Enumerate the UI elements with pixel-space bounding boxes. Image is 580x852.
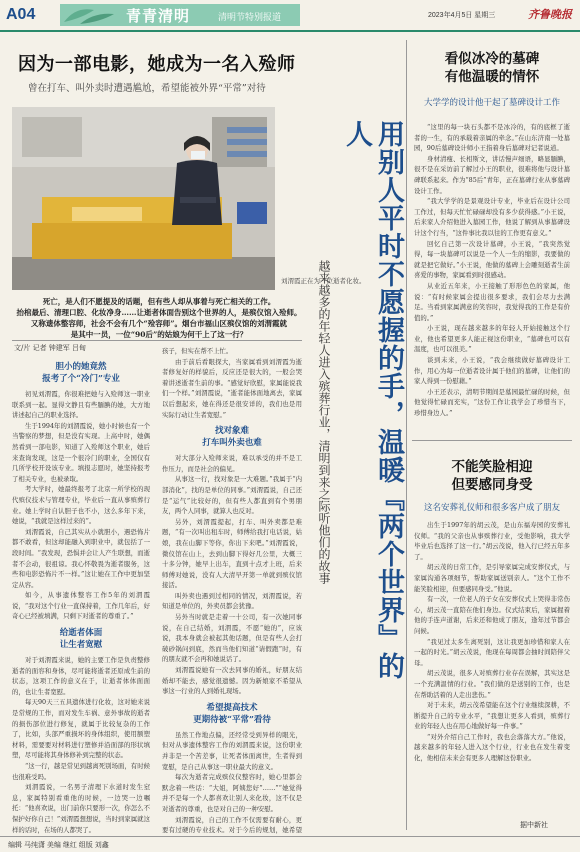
paragraph: 生于1994年的刘渭霞说，她小时候也有一个当警察的梦想，但是没有实现。上高中时，她偶然看到一部电影，知道了入殓师这个职业，她后来查询发现，这是一个很冷门的职业，全国仅有几所学校开设该专业。填报志愿时，她坚持报考了相关专业，也被录取。: [12, 421, 150, 483]
title-line: 不能笑脸相迎: [451, 459, 533, 475]
paragraph: 回忆自己第一次设计墓碑，小王说，“我突然觉得，每一块墓碑可以说是一个人一生的缩影，我要做的就是把它做好。”小王说，他做的墓碑上会雕刻逝者生前喜爱的事物，家属看到时很感动。: [414, 239, 570, 280]
paragraph: 刘渭霞说，自己其实从小就胆小，遇恐怖片都不敢看，但这却能融入到职业中，就包括了一段时间。“我发现，恐惧并会让人产生联想，而逝者不会动，很祖谅。我心怀敬畏为逝者服务，这些和电影恐怖片不一样。”这让她在工作中更加坚定从容。: [12, 527, 150, 589]
paragraph: 考大学时，她最终报考了北京一所学校的现代殡仪技术与管理专业，毕业后一直从事殡葬行业。她上学时自认胆子也不小，这么多年下来，她说，“我就是这样过来的”。: [12, 485, 150, 526]
section-banner: [60, 4, 300, 26]
paragraph: 从事这一行，找对象是一大难题。”我属于“内部消化”，找的是单位的同事。”刘渭霞说，自己还是“运气”比较好的，但有些人都直到有个男朋友，两个人同事，就算人也反对。: [162, 475, 302, 516]
paragraph: 对大部分入殓师来说，难以承受的并不是工作压力，而是社会的偏见。: [162, 454, 302, 473]
paragraph: 刘渭霞说，一名男子清理下水道时发生窒息，家属特别看重他的时候，一边哭一边嘱托：“他喜欢说，出门前你只要形一次，你怎么不保护好你自己！”刘渭霞想想说，当时到家属就这样的话时，在场的人都哭了。: [12, 783, 150, 834]
section-subhead: [162, 425, 302, 449]
paragraph: 初见刘渭霞，你很难把她与入殓师这一职业联系到一起。显得文静且有些腼腆的她，大方地讲述起自己的职业选择。: [12, 390, 150, 420]
paragraph: 身材清瘦、长相斯文，讲话慢声细语，略显腼腆，很不是在采访前了解过小王的职业，很难将他与设计墓碑联系起来。作为“85后”青年，正在墓碑行业从事墓碑设计工作。: [414, 154, 570, 195]
issue-date: 2023年4月5日 星期三: [428, 12, 496, 19]
paragraph: 胡云茂的日常工作，是引导家属完成安葬仪式，与家属沟通各项细节，帮助家属送别亲人。“这个工作不能笑脸相迎，但要感同身受。”他说。: [414, 563, 570, 593]
right-story-1-subtitle: 大学学的设计他干起了墓碑设计工作: [423, 98, 560, 108]
editor-credits: 编辑 马纯潇 美编 继红 组版 刘鑫: [8, 842, 109, 849]
paragraph: 胡云茂说，很多人对殡葬行业存在误解，其实这是一个充满温情的行业。“我们做的是送别的工作，也是在帮助活着的人走出悲伤。”: [414, 669, 570, 699]
paragraph: 孩子，但实在帮不上忙。: [162, 347, 233, 355]
photo-side-caption: 刘渭霞正在为一位逝者化妆。: [281, 277, 366, 285]
page-header: [0, 0, 580, 32]
title-line: 看似冰冷的墓碑: [444, 51, 540, 67]
section-subhead: [12, 361, 150, 385]
main-headline: 因为一部电影，她成为一名入殓师: [18, 54, 296, 75]
paragraph: 对于未来，胡云茂希望能在这个行业继续深耕，不断提升自己的专业水平，“我想让更多人看到，殡葬行业的年轻人也在用心地做好每一件事。”: [414, 701, 570, 731]
paragraph: 刘渭霞说她有一次去同事的婚礼，好朋友结婚却不能去，感觉很遗憾。因为新娘家不希望从事这一行业的人到婚礼现场。: [162, 666, 302, 696]
main-photo: [12, 107, 275, 290]
newspaper-logo: 齐鲁晚报: [528, 8, 572, 21]
right-story-1-title: [412, 50, 572, 86]
paragraph: 小王还表示，清明节期间是墓园最忙碌的时候，但他觉得忙碌而充实，“这份工作让我学会了珍惜当下，珍惜身边人。”: [414, 387, 570, 418]
right-story-1-body: [414, 122, 570, 434]
paragraph: 另外，刘渭霞提起，打车、叫外卖都是难题，“有一次叫出租车时，师傅给我打电话说，姑娘，我在山脚下等你，你出下来吧。”刘渭霞说，微仪馆在山上，去到山脚下得好几公里，大概三十多分钟，她早上出车，直到十点才上班，后来师傅对她说，没有人大清早开第一单就到殡仪馆接活。: [162, 517, 302, 590]
page-footer: [0, 836, 580, 852]
column-divider: [406, 40, 407, 830]
paragraph: 对于刘渭霞来说，她的主要工作是负责整修逝者的面容和身体，尽可能将逝者还原成生前的状态，这项工作的意义在于，让逝者体体面面的，也让生者宽慰。: [12, 656, 150, 696]
paragraph: “这一行，越是常见到越离死别场面，有时候也很难受吗。: [12, 762, 150, 781]
subhead-line: 让生者宽慰: [59, 640, 103, 651]
photo-caption: [14, 296, 304, 340]
paragraph: “我大学学的是景观设计专业，毕业后在设计公司工作过，但每天忙忙碌碌却没有多少获得感。”小王说，后来家人介绍他进入墓园工作，他说了解到从事墓碑设计这个行当，“这件事比我以往的工作更有意义。”: [414, 197, 570, 237]
subhead-line: 报考了个“冷门”专业: [42, 374, 120, 384]
leaf-decoration-icon: [60, 4, 120, 26]
paragraph: “这里的每一块石头都不是冰冷的，有的底框了逝者的一生，有的承载着亲属的牵念。”在山东济南一处墓园，90后墓碑设计师小王指着身后墓碑对记者说道。: [414, 123, 570, 153]
paragraph: 谈到未来，小王说，“我会继续做好墓碑设计工作，用心为每一位逝者设计属于他们的墓碑，让他们的家人得到一份慰藉。”: [414, 356, 570, 386]
article-column-1: [12, 356, 150, 834]
title-line: 但要感同身受: [451, 477, 533, 493]
main-subheadline: 曾在打车、叫外卖时遭遇尴尬，希望能被外界“平常”对待: [28, 83, 266, 94]
paragraph: 从业近五年来，小王接触了形形色色的家属，他说：“有时候家属会提出很多要求，我们会尽力去满足。当看到家属满意的笑容时，我觉得我的工作是有价值的。”: [414, 281, 570, 322]
subhead-line: 找对象难: [214, 426, 249, 437]
subhead-line: 更期待被“平常”看待: [193, 714, 271, 725]
section-subtitle: 清明节特别报道: [218, 13, 282, 23]
feature-vertical-title: 用别人平时不愿握的手，温暖『两个世界』的人: [341, 120, 404, 680]
paragraph: 虽然工作地点偏，还经常受到异样的眼光，但对从事遗体整容工作的刘渭霞来说，这份职业并非是一个苦差事，让死者体面离世，生者得到宽慰，是自己从事这一职业最大的意义。: [162, 730, 302, 771]
byline: 文/片 记者 钟建军 吕甸: [14, 344, 87, 352]
right-story-2-body: [414, 520, 570, 816]
title-line: 有他温暖的情怀: [444, 69, 540, 85]
right-story-2-byline: 据中新社: [520, 821, 548, 829]
section-title: 青青清明: [126, 7, 191, 25]
caption-line: 又称遗体整容师，社会不会有几个“殓容师”。烟台市福山区殡仪馆的刘渭霞就: [30, 319, 288, 328]
caption-line: 是其中一员，一位“90后”的姑娘为何干上了这一行？: [70, 330, 248, 339]
section-subhead: [162, 702, 302, 726]
paragraph: 出生于1997年的胡云茂，是山东福寿园的安葬礼仪师。“我的父亲也从事殡葬行业，受他影响，我大学毕业后也选择了这一行。”胡云茂说，他入行已经五年多了。: [414, 521, 570, 561]
paragraph: 如今，从事遗体整容工作5年的刘渭霞说，“我对这个行业一直保持着，工作几年后，好奇心已经被填满，只剩下对逝者的尊重了。”: [12, 591, 150, 621]
caption-line: 抬棺最后、清理口腔、化妆净身……让逝者体面告别这个世界的人，是殡仪馆入殓师。: [16, 308, 302, 317]
paragraph: 由于前后看眼探大，当家属看到刘渭霞为逝者修复好的样貌后，反应还是很大的，一般会哭着讲述逝者生前的事。“感觉好欣慰，家属能说我们一个样。”刘渭霞说，“逝者能体面地离去，家属以后想起来，她在得还是很安详的，我们也是用实际行动让生者宽慰。”: [162, 357, 302, 419]
divider: [12, 340, 302, 341]
paragraph: 另外当时就是走着一十公司，有一次她同事说，在自己结婚，刘渭霞，不愿“她的”，应该说，我本身就会被起其他话题，但是有些人会打破砂锅问到底，然而当他们知道“请假跑”时，有的朋友就不会再和她说话了。: [162, 613, 302, 664]
subhead-line: 打车叫外卖也难: [202, 438, 262, 449]
paragraph: 叫外卖也遇到过相同的情况，刘渭霞说，若知道是单位的，外卖员都会犹豫。: [162, 591, 302, 611]
embalmer-photo-illustration: [12, 107, 275, 290]
paragraph: 刘渭霞说，自己的工作不仅需要有耐心，更要有过硬的专业技术。对于今后的规划，她希望: [162, 815, 302, 834]
right-story-2-subtitle: 这名安葬礼仪师和很多客户成了朋友: [423, 503, 560, 513]
paragraph: 每次为逝者完成殡仪仪整容时，她心里都会默念着一些话：“大姐，阿姨您好”……”“她觉得并不是每一个人都喜欢让别人来化妆，这不仅是对逝者的尊重，也是对自己的一种安慰。: [162, 773, 302, 813]
paragraph: “对外介绍自己工作时，我也会落落大方。”他说，越来越多的年轻人进入这个行业，行业也在发生着变化，他相信未来会有更多人理解这份职业。: [414, 732, 570, 763]
subhead-line: 希望提高技术: [206, 702, 258, 713]
subhead-line: 胆小的她竟然: [55, 362, 107, 372]
paragraph: 有一次，一位老人的子女在安葬仪式上哭得非常伤心，胡云茂一直陪在他们身边。仪式结束后，家属握着他的手连声道谢，后来还和他成了朋友，逢年过节都会问候。: [414, 595, 570, 635]
paragraph: 小王说，现在越来越多的年轻人开始接触这个行业，他也希望更多人能正视这份职业，“墓碑也可以有温度，也可以很美。”: [414, 324, 570, 354]
caption-line: 死亡，是人们不愿提及的话题，但有些人却从事着与死亡相关的工作。: [42, 297, 276, 306]
divider: [412, 440, 572, 441]
page-number: A04: [6, 6, 36, 23]
paragraph: “我见过太多生离死别，这让我更加珍惜和家人在一起的时光。”胡云茂说，他现在每周都会抽时间陪伴父母。: [414, 637, 570, 667]
article-column-2: [162, 346, 302, 834]
feature-vertical-subtitle: 越来越多的年轻人进入殡葬行业，清明到来之际听他们的故事: [317, 260, 331, 584]
right-story-2-title: [412, 458, 572, 494]
section-subhead: [12, 627, 150, 651]
paragraph: 每天90天三五具遗体进行化妆，这对她来说是常规的工作，而对发生车祸、意外事故的逝者的损伤部位进行修复，就属于比较复杂的工作了，比如，头部严重损坏的身体组织，使用额塑材料，需要要对材料进行塑修并沿面部的形状填塑，尽可能将其身体修补到完整的状态。: [12, 698, 150, 760]
subhead-line: 给逝者体面: [59, 628, 103, 639]
